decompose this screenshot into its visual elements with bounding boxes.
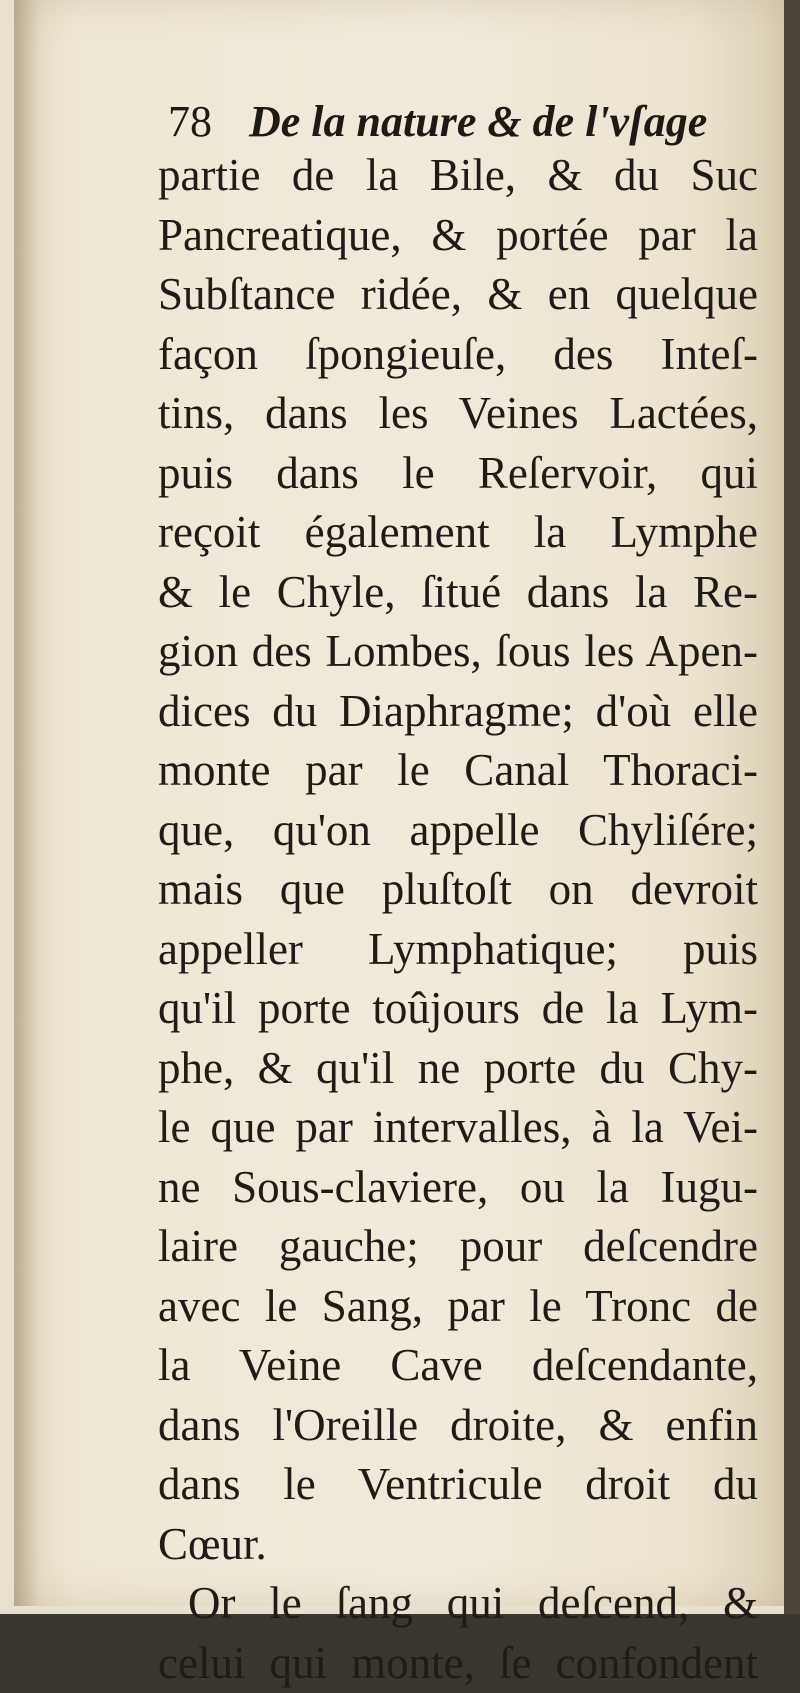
text-line: & le Chyle, ſitué dans la Re-: [158, 563, 758, 623]
text-line: mais que pluſtoſt on devroit: [158, 860, 758, 920]
paragraph-line: Or le ſang qui deſcend, &: [158, 1574, 758, 1634]
text-line: Subſtance ridée, & en quelque: [158, 265, 758, 325]
text-line: dices du Diaphragme; d'où elle: [158, 682, 758, 742]
text-line: partie de la Bile, & du Suc: [158, 146, 758, 206]
text-line: puis dans le Reſervoir, qui: [158, 444, 758, 504]
text-line: la Veine Cave deſcendante,: [158, 1336, 758, 1396]
text-line: Cœur.: [158, 1515, 758, 1575]
text-line: qu'il porte toûjours de la Lym-: [158, 979, 758, 1039]
text-line: dans l'Oreille droite, & enfin: [158, 1396, 758, 1456]
text-line: façon ſpongieuſe, des Inteſ-: [158, 325, 758, 385]
running-head: [168, 96, 707, 147]
text-line: tins, dans les Veines Lactées,: [158, 384, 758, 444]
text-line: laire gauche; pour deſcendre: [158, 1217, 758, 1277]
page-edge: [784, 0, 800, 1614]
text-line: dans le Ventricule droit du: [158, 1455, 758, 1515]
text-line: reçoit également la Lymphe: [158, 503, 758, 563]
body-text: [158, 146, 758, 1693]
text-line: avec le Sang, par le Tronc de: [158, 1277, 758, 1337]
text-line: appeller Lymphatique; puis: [158, 920, 758, 980]
text-line: Pancreatique, & portée par la: [158, 206, 758, 266]
text-line: ne Sous-claviere, ou la Iugu-: [158, 1158, 758, 1218]
text-line: monte par le Canal Thoraci-: [158, 741, 758, 801]
text-line: phe, & qu'il ne porte du Chy-: [158, 1039, 758, 1099]
paragraph-line: celui qui monte, ſe confondent: [158, 1634, 758, 1693]
text-line: que, qu'on appelle Chyliſére;: [158, 801, 758, 861]
running-title: De la nature & de l'vſage: [249, 96, 707, 147]
text-line: le que par intervalles, à la Vei-: [158, 1098, 758, 1158]
gutter-shadow: [14, 0, 42, 1606]
page-number: 78: [168, 96, 212, 147]
text-line: gion des Lombes, ſous les Apen-: [158, 622, 758, 682]
